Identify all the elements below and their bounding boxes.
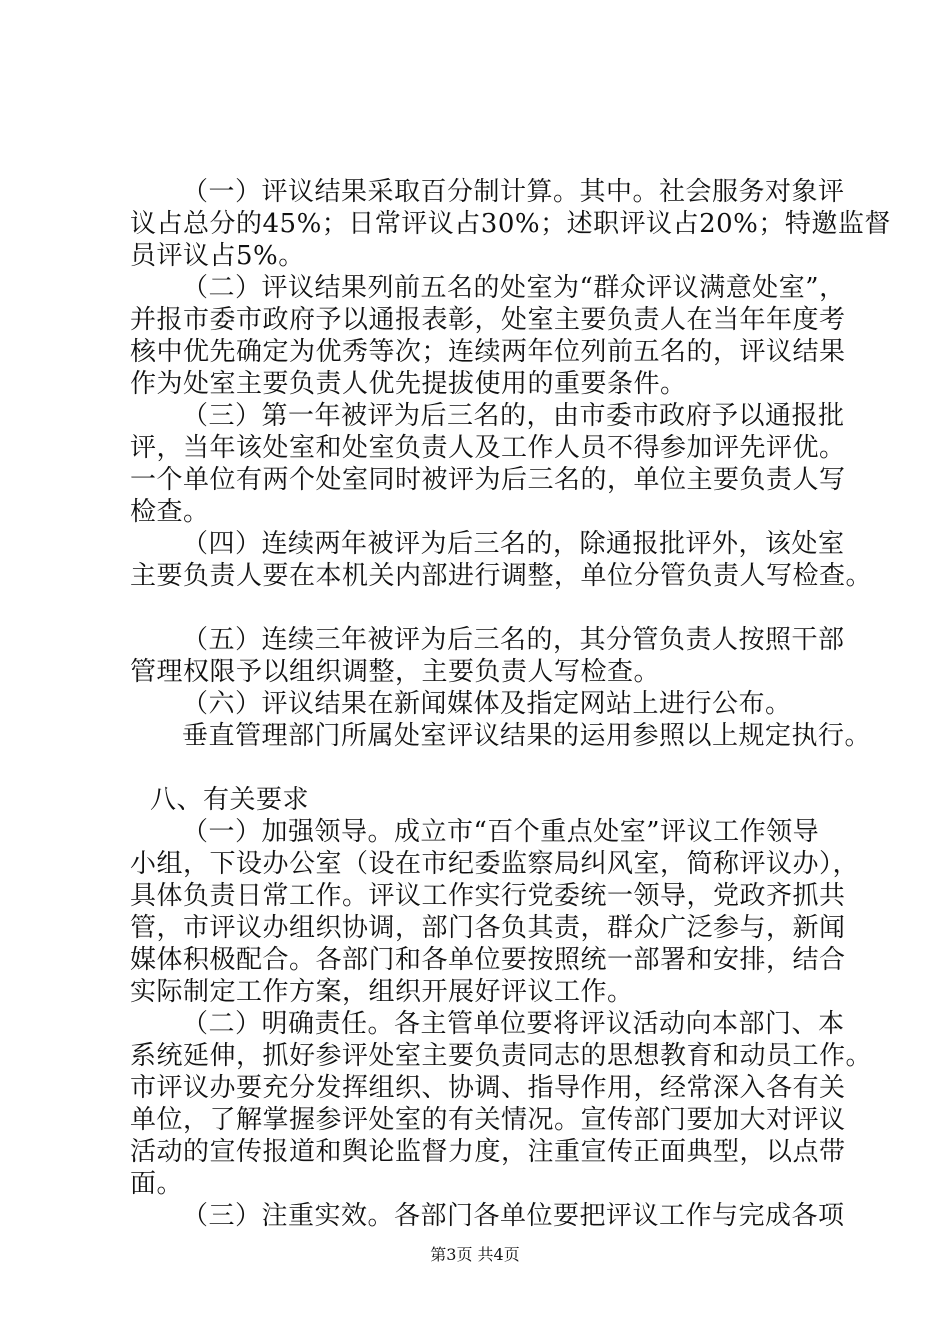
text-line: 实际制定工作方案，组织开展好评议工作。	[130, 977, 634, 1007]
text-line: （一）加强领导。成立市“百个重点处室”评议工作领导	[182, 817, 820, 847]
text-line: 活动的宣传报道和舆论监督力度，注重宣传正面典型，以点带	[130, 1137, 846, 1167]
text-line: 作为处室主要负责人优先提拔使用的重要条件。	[130, 369, 687, 399]
text-line: 媒体积极配合。各部门和各单位要按照统一部署和安排，结合	[130, 945, 846, 975]
text-line: 系统延伸，抓好参评处室主要负责同志的思想教育和动员工作。	[130, 1041, 873, 1071]
text-line: 具体负责日常工作。评议工作实行党委统一领导，党政齐抓共	[130, 881, 846, 911]
text-line: （三）注重实效。各部门各单位要把评议工作与完成各项	[182, 1201, 845, 1231]
section-heading: 八、有关要求	[150, 785, 310, 815]
text-line: 市评议办要充分发挥组织、协调、指导作用，经常深入各有关	[130, 1073, 846, 1103]
text-line: 小组，下设办公室（设在市纪委监察局纠风室，简称评议办），	[130, 849, 860, 879]
text-line: 管，市评议办组织协调，部门各负其责，群众广泛参与，新闻	[130, 913, 846, 943]
page-number-footer: 第3页 共4页	[430, 1245, 520, 1264]
text-line: （二）评议结果列前五名的处室为“群众评议满意处室”，	[182, 273, 846, 303]
text-line: 评，当年该处室和处室负责人及工作人员不得参加评先评优。	[130, 433, 846, 463]
text-line: 核中优先确定为优秀等次；连续两年位列前五名的，评议结果	[130, 337, 846, 367]
text-line: 主要负责人要在本机关内部进行调整，单位分管负责人写检查。	[130, 561, 873, 591]
text-line: 垂直管理部门所属处室评议结果的运用参照以上规定执行。	[182, 721, 872, 751]
text-line: （五）连续三年被评为后三名的，其分管负责人按照干部	[182, 625, 845, 655]
text-line: 议占总分的45%；日常评议占30%；述职评议占20%；特邀监督	[130, 209, 891, 239]
text-line: 面。	[130, 1169, 184, 1199]
text-line: （三）第一年被评为后三名的，由市委市政府予以通报批	[182, 401, 845, 431]
text-line: （一）评议结果采取百分制计算。其中。社会服务对象评	[182, 177, 845, 207]
text-line: 员评议占5%。	[130, 241, 305, 271]
text-line: 一个单位有两个处室同时被评为后三名的，单位主要负责人写	[130, 465, 846, 495]
text-line: （二）明确责任。各主管单位要将评议活动向本部门、本	[182, 1009, 845, 1039]
text-line: （六）评议结果在新闻媒体及指定网站上进行公布。	[182, 689, 792, 719]
text-line: 管理权限予以组织调整，主要负责人写检查。	[130, 657, 661, 687]
text-line: 并报市委市政府予以通报表彰，处室主要负责人在当年年度考	[130, 305, 846, 335]
text-line: （四）连续两年被评为后三名的，除通报批评外，该处室	[182, 529, 845, 559]
text-line: 单位，了解掌握参评处室的有关情况。宣传部门要加大对评议	[130, 1105, 846, 1135]
text-line: 检查。	[130, 497, 210, 527]
